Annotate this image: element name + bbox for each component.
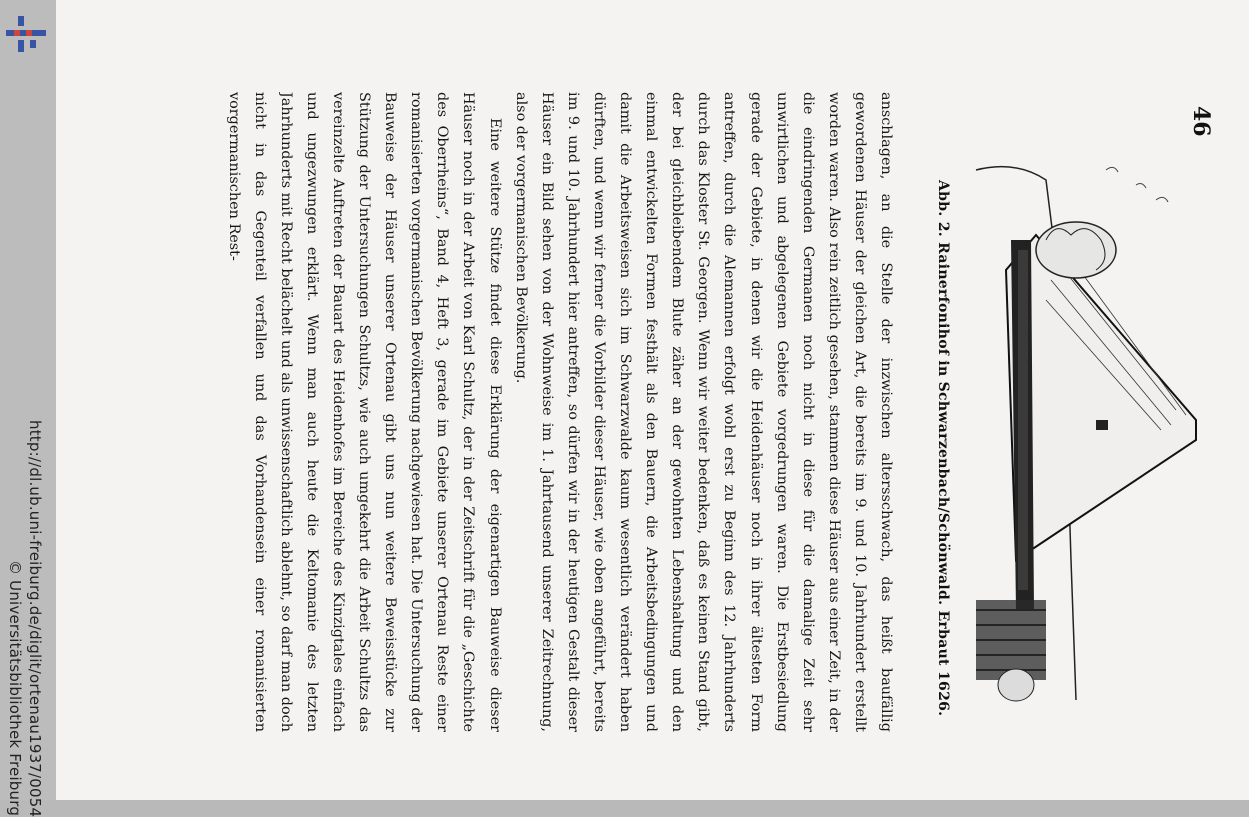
scanned-page — [56, 0, 1249, 800]
figure-caption: Abb. 2. Rainerfonihof in Schwarzenbach/Schönwald. Erbaut 1626. — [935, 180, 951, 717]
copyright-notice: © Universitätsbibliothek Freiburg — [6, 560, 24, 817]
source-url: http://dl.ub.uni-freiburg.de/diglit/ortenau1937/0054 — [26, 420, 44, 817]
viewer-sidebar — [0, 0, 56, 817]
paragraph: anschlagen, an die Stelle der inzwischen altersschwach, das heißt baufällig gewordenen Häuser der gleichen Art, die bereits im 9. und 10. Jahrhundert erstellt worden waren. Also rein zeitlich gesehen, stammen diese Häuser aus einer Zeit, in der die eindringenden Germanen noch nicht in diese für die damalige Zeit sehr unwirtlichen und abgelegenen Gebiete vorgedrungen waren. Die Erstbesiedlung gerade der Gebiete, in denen wir die Heidenhäuser noch in ihrer ältesten Form antreffen, durch die Alemannen erfolgt wohl erst zu Beginn des 12. Jahrhunderts durch das Kloster St. Georgen. Wenn wir weiter bedenken, daß es keinen Stand gibt, der bei gleichbleibendem Blute zäher an der gewohnten Lebenshaltung und den einmal entwickelten Formen festhält als den Bauern, die Arbeitsbedingungen und damit die Arbeitsweisen sich im Schwarzwalde kaum wesentlich verändert haben dürften, und wenn wir ferner die Vorbilder dieser Häuser, wie oben angeführt, bereits im 9. und 10. Jahrhundert hier antreffen, so dürfen wir in der heutigen Gestalt dieser Häuser ein Bild sehen von der Wohnweise im 1. Jahrtausend unserer Zeitrechnung, also der vorgermanischen Bevölkerung. — [512, 92, 894, 732]
paragraph: Eine weitere Stütze findet diese Erklärung der eigenartigen Bauweise dieser Häuser noch in der Arbeit von Karl Schultz, der in der Zeitschrift für die „Geschichte des Oberrheins“, Band 4, Heft 3, gerade im Gebiete unserer Ortenau Reste einer romanisierten vorgermanischen Bevölkerung nachgewiesen hat. Die Untersuchung der Bauweise der Häuser unserer Ortenau gibt uns nun weitere Beweisstücke zur Stützung der Untersuchungen Schultzs, wie auch umgekehrt die Arbeit Schultzs das vereinzelte Auftreten der Bauart des Heidenhofes im Bereiche des Kinzigtales einfach und ungezwungen erklärt. Wenn man auch heute die Keltomanie des letzten Jahrhunderts mit Recht belächelt und als unwissenschaftlich ablehnt, so darf man doch nicht in das Gegenteil verfallen und das Vorhandensein einer romanisierten vorgermanischen Rest- — [225, 92, 503, 732]
body-text — [209, 92, 899, 732]
farmhouse-illustration — [956, 140, 1216, 720]
page-number: 46 — [1188, 106, 1214, 137]
